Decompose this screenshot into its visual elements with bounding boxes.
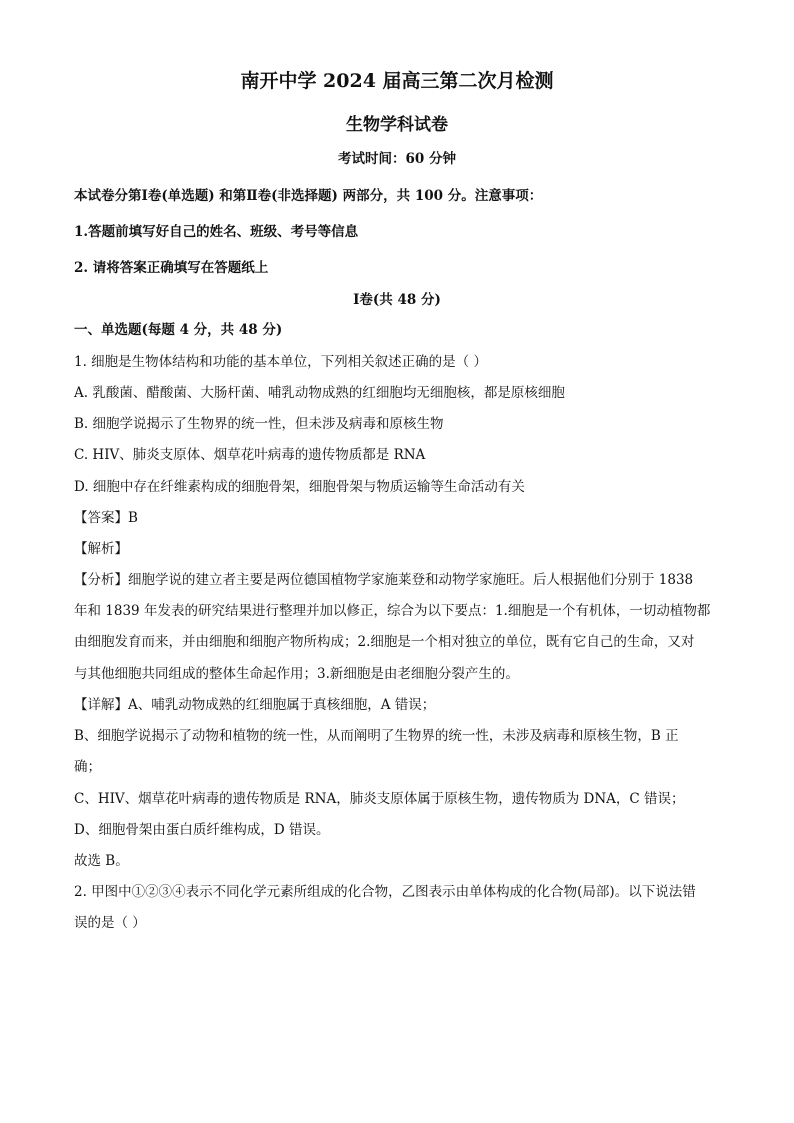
detail-b-line-1: B、细胞学说揭示了动物和植物的统一性，从而阐明了生物界的统一性，未涉及病毒和原核生物，B 正 bbox=[74, 728, 679, 744]
analysis-line-2: 年和 1839 年发表的研究结果进行整理并加以修正，综合为以下要点：1.细胞是一个有机体，一切动植物都 bbox=[74, 603, 711, 619]
question-2-stem-line-1: 2. 甲图中①②③④表示不同化学元素所组成的化合物，乙图表示由单体构成的化合物(局部)。以下说法错 bbox=[74, 884, 696, 900]
analysis-line-3: 由细胞发育而来，并由细胞和细胞产物所构成；2.细胞是一个相对独立的单位，既有它自己的生命，又对 bbox=[74, 634, 695, 650]
question-1-answer: 【答案】B bbox=[74, 510, 138, 526]
question-1-option-a: A. 乳酸菌、醋酸菌、大肠杆菌、哺乳动物成熟的红细胞均无细胞核，都是原核细胞 bbox=[74, 385, 565, 401]
question-2-stem-line-2: 误的是（ ） bbox=[74, 915, 146, 931]
detail-a: 【详解】A、哺乳动物成熟的红细胞属于真核细胞，A 错误； bbox=[74, 697, 436, 713]
question-1-option-d: D. 细胞中存在纤维素构成的细胞骨架，细胞骨架与物质运输等生命活动有关 bbox=[74, 479, 525, 495]
exam-time: 考试时间：60 分钟 bbox=[338, 151, 456, 167]
instructions-intro: 本试卷分第Ⅰ卷(单选题) 和第Ⅱ卷(非选择题) 两部分，共 100 分。注意事项： bbox=[74, 188, 543, 204]
question-1-stem: 1. 细胞是生物体结构和功能的基本单位，下列相关叙述正确的是（ ） bbox=[74, 354, 487, 370]
question-1-conclusion: 故选 B。 bbox=[74, 853, 129, 869]
exam-title: 南开中学 2024 届高三第二次月检测 bbox=[240, 70, 554, 92]
detail-d: D、细胞骨架由蛋白质纤维构成，D 错误。 bbox=[74, 822, 330, 838]
instruction-note-1: 1.答题前填写好自己的姓名、班级、考号等信息 bbox=[74, 224, 359, 240]
detail-b-line-2: 确； bbox=[74, 759, 101, 775]
volume-title: Ⅰ卷(共 48 分) bbox=[353, 292, 441, 308]
analysis-line-1: 【分析】细胞学说的建立者主要是两位德国植物学家施莱登和动物学家施旺。后人根据他们分别于 1838 bbox=[74, 572, 694, 588]
detail-c: C、HIV、烟草花叶病毒的遗传物质是 RNA，肺炎支原体属于原核生物，遗传物质为 DNA，C 错误； bbox=[74, 791, 685, 807]
question-1-option-b: B. 细胞学说揭示了生物界的统一性，但未涉及病毒和原核生物 bbox=[74, 416, 444, 432]
subject-title: 生物学科试卷 bbox=[346, 115, 448, 135]
part-title: 一、单选题(每题 4 分，共 48 分) bbox=[74, 322, 283, 338]
instruction-note-2: 2. 请将答案正确填写在答题纸上 bbox=[74, 260, 269, 276]
analysis-line-4: 与其他细胞共同组成的整体生命起作用；3.新细胞是由老细胞分裂产生的。 bbox=[74, 666, 519, 682]
question-1-analysis-label: 【解析】 bbox=[74, 541, 128, 557]
question-1-option-c: C. HIV、肺炎支原体、烟草花叶病毒的遗传物质都是 RNA bbox=[74, 447, 426, 463]
